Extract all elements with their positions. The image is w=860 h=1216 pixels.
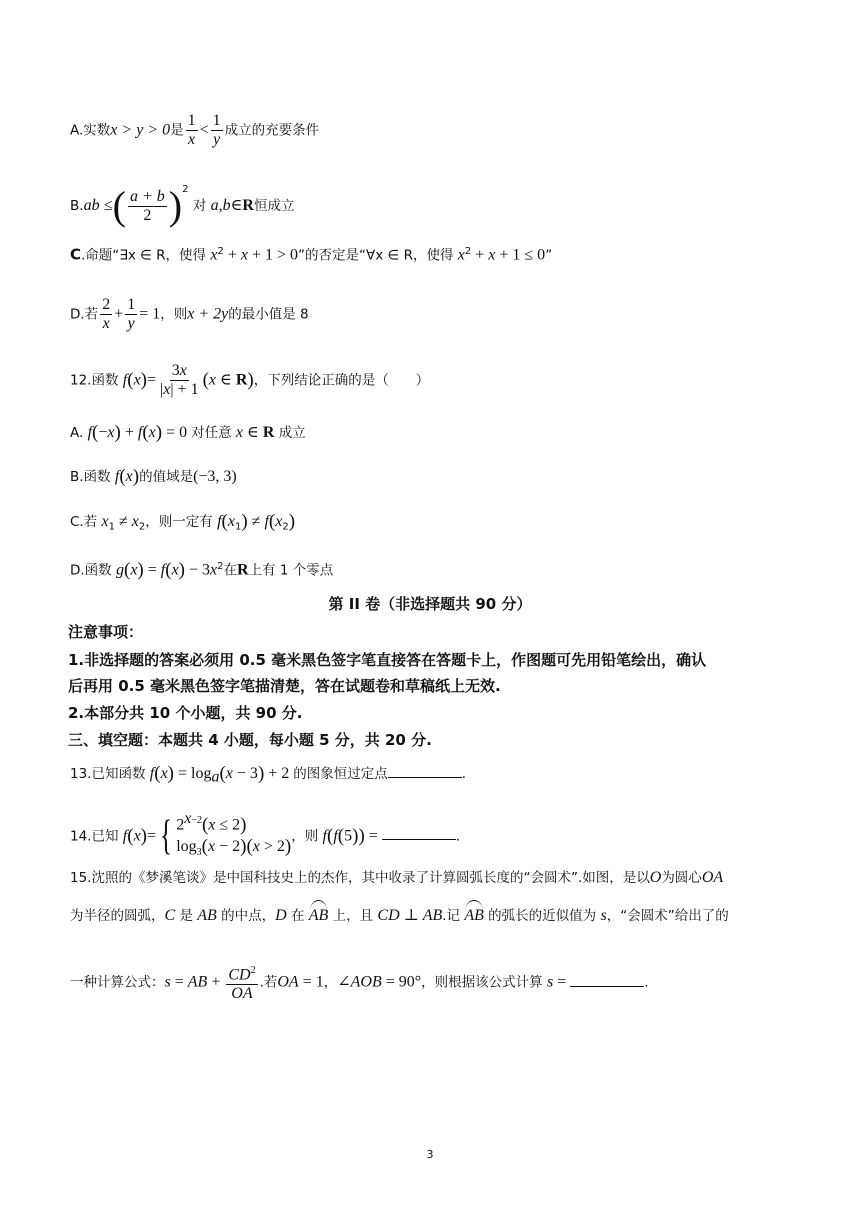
q11-option-a: A.实数x > y > 0是 $\frac{1}{x}$ < $\frac{1}{y}$ 成立的充要条件	[70, 112, 320, 148]
q13: 13.已知函数 $f(x) = \log_a(x - 3) + 2$ 的图象恒过定点 .	[70, 763, 467, 786]
q15-line3: 一种计算公式：s = AB + $\frac{CD^2}{OA}$ .若OA = 1，∠AOB = 90°，则根据该公式计算 s = .	[70, 962, 800, 1003]
page-number: 3	[426, 1148, 434, 1161]
q15-answer-blank[interactable]	[570, 974, 644, 987]
notice-1a: 1.非选择题的答案必须用 0.5 毫米黑色签字笔直接答在答题卡上，作图题可先用铅笔绘出，确认	[68, 651, 707, 669]
q12-option-a: A. f(−x) + f(x) = 0 对任意 x ∈ R 成立	[70, 422, 306, 443]
q14-answer-blank[interactable]	[382, 827, 456, 840]
q15-line1: 15.沈照的《梦溪笔谈》是中国科技史上的杰作，其中收录了计算圆弧长度的“会圆术”.如图，是以O为圆心OA	[70, 869, 724, 886]
part2-title: 第 II 卷（非选择题共 90 分）	[328, 595, 532, 613]
q12-option-b: B.函数 f(x)的值域是(−3, 3)	[70, 466, 237, 487]
fraction-a-plus-b-over-2: $\frac{a + b}{2}$	[129, 187, 165, 224]
q12-option-d: D.函数 $g(x) = f(x) - 3x^2$在R上有 1 个零点	[70, 559, 334, 581]
q12-stem: 12.函数 f(x)= $\frac{3x}{|x| + 1}$ (x ∈ R)，下列结论正确的是（ ）	[70, 362, 430, 398]
notice-2: 2.本部分共 10 个小题，共 90 分.	[68, 704, 303, 722]
q11-option-c: C.命题“∃x ∈ R，使得 $x^2 + x + 1 > 0$”的否定是“∀x ∈ R，使得 $x^2 + x + 1 \le 0$”	[70, 245, 553, 264]
q15-line2: 为半径的圆弧，C 是 AB 的中点，D 在 AB 上，且 CD ⊥ AB.记 AB 的弧长的近似值为 s，“会圆术”给出了的	[70, 907, 729, 924]
notice-1b: 后再用 0.5 毫米黑色签字笔描清楚，答在试题卷和草稿纸上无效.	[68, 677, 501, 695]
section-3-heading: 三、填空题：本题共 4 小题，每小题 5 分，共 20 分.	[68, 731, 432, 749]
q14: 14.已知 f(x)={ $2^{x-2}(x \le 2)$ $\log_3(x - 2)(x > 2)$ ，则 f(f(5)) = .	[70, 810, 461, 860]
q12-option-c: C.若 $x_1 \ne x_2$，则一定有 $f(x_1) \ne f(x_2)$	[70, 511, 296, 533]
q11-option-d: D.若 $\frac{2}{x}$ + $\frac{1}{y}$ = 1，则x + 2y的最小值是 8	[70, 296, 309, 332]
notice-title: 注意事项：	[68, 623, 144, 641]
q11-option-b: B.ab ≤( $\frac{a + b}{2}$ )$^2$ 对 a,b∈R恒成立	[70, 183, 295, 228]
q13-answer-blank[interactable]	[388, 765, 462, 778]
fraction-1-over-y: $\frac{1}{y}$	[212, 112, 221, 148]
fraction-1-over-x: $\frac{1}{x}$	[187, 112, 196, 148]
